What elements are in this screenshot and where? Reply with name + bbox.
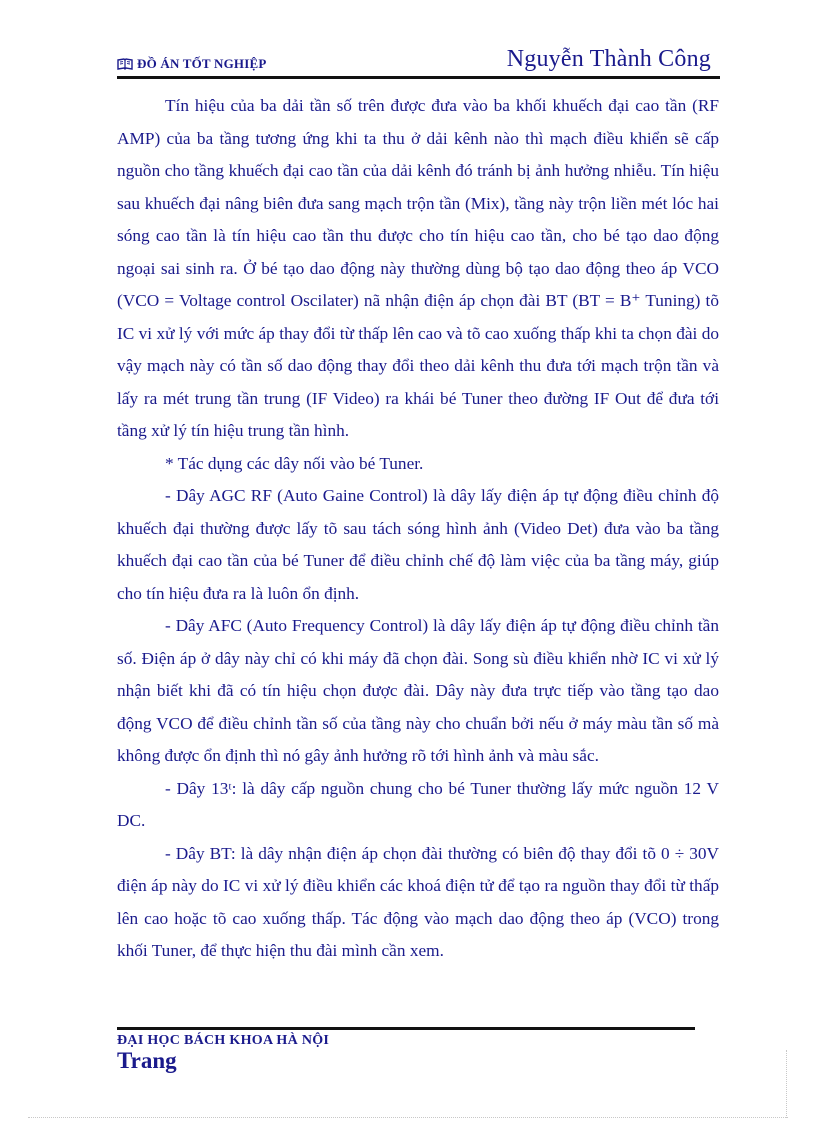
author-name: Nguyễn Thành Công: [506, 46, 711, 72]
footer-school: ĐẠI HỌC BÁCH KHOA HÀ NỘI: [117, 1033, 330, 1048]
page-edge-dots-vertical: [786, 1050, 787, 1118]
paragraph: * Tác dụng các dây nối vào bé Tuner.: [165, 453, 424, 473]
header-rule: [117, 76, 720, 79]
paragraph: - Dây BT: là dây nhận điện áp chọn đài thường có biên độ thay đổi tõ 0 ÷ 30V điện áp này do IC vi xử lý điều khiển các khoá điện tử để tạo ra nguồn thay đổi từ thấp lên cao hoặc tõ cao xuống thấp. Tác động vào mạch dao động theo áp (VCO) trong khối Tuner, để thực hiện thu đài mình cần xem.: [117, 843, 719, 960]
thesis-label: ĐỒ ÁN TỐT NGHIỆP: [137, 56, 267, 71]
paragraph: Tín hiệu của ba dải tần số trên được đưa vào ba khối khuếch đại cao tần (RF AMP) của ba tầng tương ứng khi ta thu ở dải kênh nào thì mạch điều khiển sẽ cấp nguồn cho tầng khuếch đại cao tần của dải kênh đó tránh bị ảnh hưởng nhiễu. Tín hiệu sau khuếch đại nâng biên đưa sang mạch trộn tần (Mix), tầng này trộn liền mét lóc hai sóng cao tần là tín hiệu cao tần thu được cho tín hiệu cao tần, cho bé tạo dao động ngoại sai sinh ra. Ở bé tạo dao động này thường dùng bộ tạo dao động theo áp VCO (VCO = Voltage control Oscilater) nã nhận điện áp chọn đài BT (BT = B⁺ Tuning) tõ IC vi xử lý với mức áp thay đổi từ thấp lên cao và tõ cao xuống thấp khi ta chọn đài do vậy mạch này có tần số dao động thay đổi theo dải kênh thu đưa tới mạch trộn tần và lấy ra mét trung tần trung (IF Video) ra khái bé Tuner theo đường IF Out để đưa tới tầng xử lý tín hiệu trung tần hình.: [117, 96, 719, 440]
page-edge-dots: [28, 1117, 788, 1118]
page-header: [117, 46, 717, 78]
paragraph: - Dây AGC RF (Auto Gaine Control) là dây lấy điện áp tự động điều chỉnh độ khuếch đại thường được lấy tõ sau tách sóng hình ảnh (Video Det) đưa vào ba tầng khuếch đại cao tần của bé Tuner để điều chỉnh chế độ làm việc của ba tầng máy, giúp cho tín hiệu đưa ra là luôn ổn định.: [117, 486, 719, 603]
body-text: [117, 90, 719, 968]
footer-page-label: Trang: [117, 1048, 177, 1073]
footer-rule: [117, 1027, 695, 1030]
header-left: [117, 56, 267, 72]
paragraph: - Dây AFC (Auto Frequency Control) là dây lấy điện áp tự động điều chỉnh tần số. Điện áp ở dây này chỉ có khi máy đã chọn đài. Song sù điều khiển nhờ IC vi xử lý nhận biết khi đã có tín hiệu chọn được đài. Dây này đưa trực tiếp vào tầng tạo dao động VCO để điều chỉnh tần số của tầng này cho chuẩn bởi nếu ở máy màu tần số mà không được ổn định thì nó gây ảnh hưởng rõ tới hình ảnh và màu sắc.: [117, 616, 719, 765]
open-book-icon: [117, 58, 133, 70]
paragraph: - Dây 13ᵗ: là dây cấp nguồn chung cho bé Tuner thường lấy mức nguồn 12 V DC.: [117, 778, 719, 830]
